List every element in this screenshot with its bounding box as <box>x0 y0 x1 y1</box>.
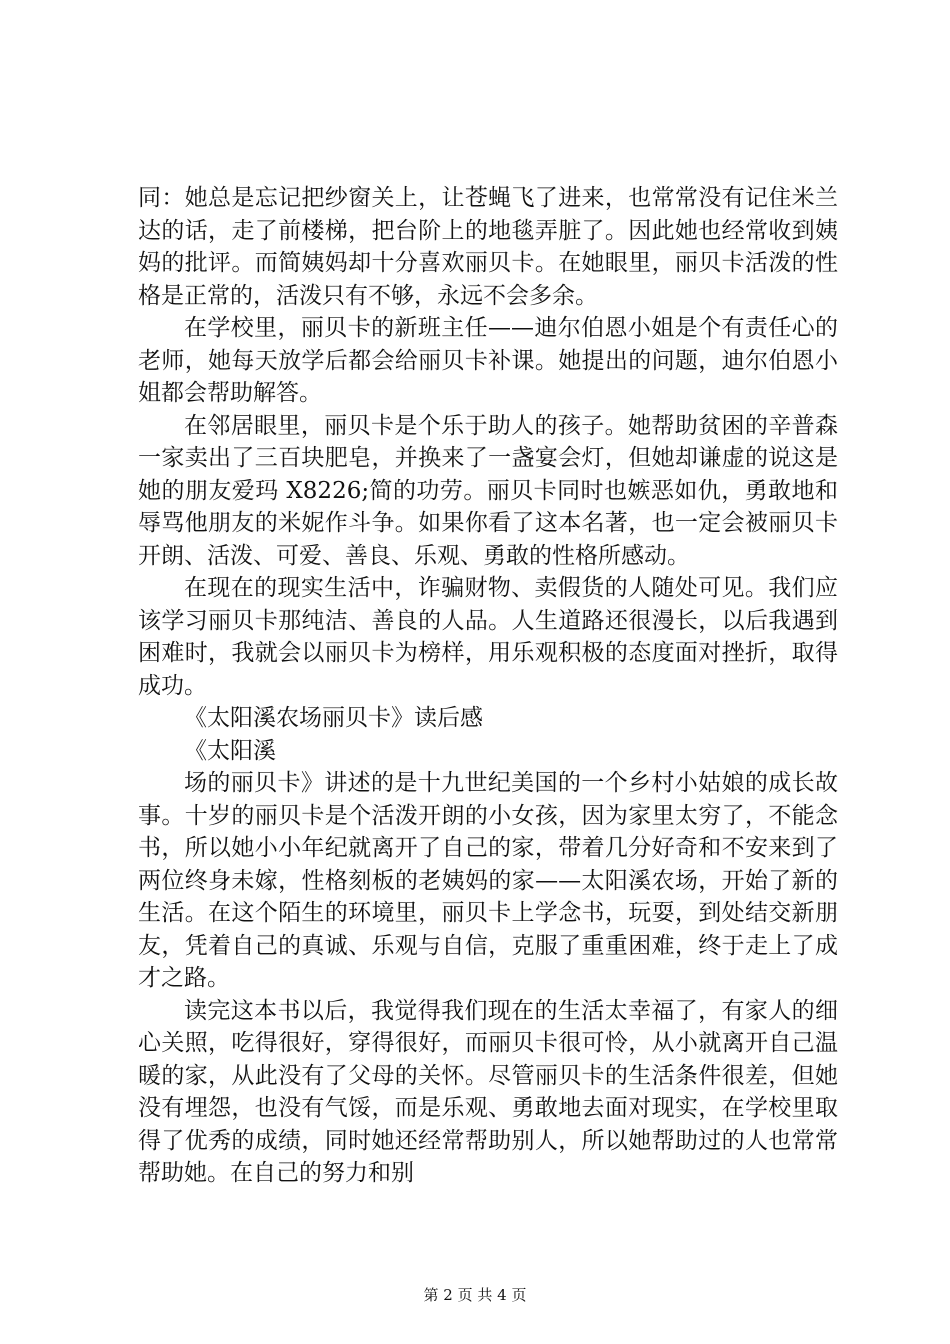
paragraph-2: 在学校里，丽贝卡的新班主任——迪尔伯恩小姐是个有责任心的老师，她每天放学后都会给丽贝卡补课。她提出的问题，迪尔伯恩小姐都会帮助解答。 <box>138 315 838 406</box>
document-body <box>138 182 838 1190</box>
paragraph-8: 读完这本书以后，我觉得我们现在的生活太幸福了，有家人的细心关照，吃得很好，穿得很好，而丽贝卡很可怜，从小就离开自己温暖的家，从此没有了父母的关怀。尽管丽贝卡的生活条件很差，但她没有埋怨，也没有气馁，而是乐观、勇敢地去面对现实，在学校里取得了优秀的成绩，同时她还经常帮助别人，所以她帮助过的人也常常帮助她。在自己的努力和别 <box>138 997 838 1186</box>
paragraph-3: 在邻居眼里，丽贝卡是个乐于助人的孩子。她帮助贫困的辛普森一家卖出了三百块肥皂，并换来了一盏宴会灯，但她却谦虚的说这是她的朋友爱玛 X8226;简的功劳。丽贝卡同时也嫉恶如仇，勇敢地和辱骂他朋友的米妮作斗争。如果你看了这本名著，也一定会被丽贝卡开朗、活泼、可爱、善良、乐观、勇敢的性格所感动。 <box>138 412 838 569</box>
page-number-label: 第 2 页 共 4 页 <box>423 1286 527 1304</box>
paragraph-6: 《太阳溪 <box>184 737 276 764</box>
paragraph-7: 场的丽贝卡》讲述的是十九世纪美国的一个乡村小姑娘的成长故事。十岁的丽贝卡是个活泼开朗的小女孩，因为家里太穷了，不能念书，所以她小小年纪就离开了自己的家，带着几分好奇和不安来到了两位终身未嫁，性格刻板的老姨妈的家——太阳溪农场，开始了新的生活。在这个陌生的环境里，丽贝卡上学念书，玩耍，到处结交新朋友，凭着自己的真诚、乐观与自信，克服了重重困难，终于走上了成才之路。 <box>138 770 838 991</box>
essay-title: 《太阳溪农场丽贝卡》读后感 <box>184 705 483 731</box>
page-footer <box>0 1285 950 1305</box>
paragraph-4: 在现在的现实生活中，诈骗财物、卖假货的人随处可见。我们应该学习丽贝卡那纯洁、善良的人品。人生道路还很漫长，以后我遇到困难时，我就会以丽贝卡为榜样，用乐观积极的态度面对挫折，取得成功。 <box>138 575 838 699</box>
paragraph-1: 同：她总是忘记把纱窗关上，让苍蝇飞了进来，也常常没有记住米兰达的话，走了前楼梯，把台阶上的地毯弄脏了。因此她也经常收到姨妈的批评。而简姨妈却十分喜欢丽贝卡。在她眼里，丽贝卡活泼的性格是正常的，活泼只有不够，永远不会多余。 <box>138 185 838 309</box>
